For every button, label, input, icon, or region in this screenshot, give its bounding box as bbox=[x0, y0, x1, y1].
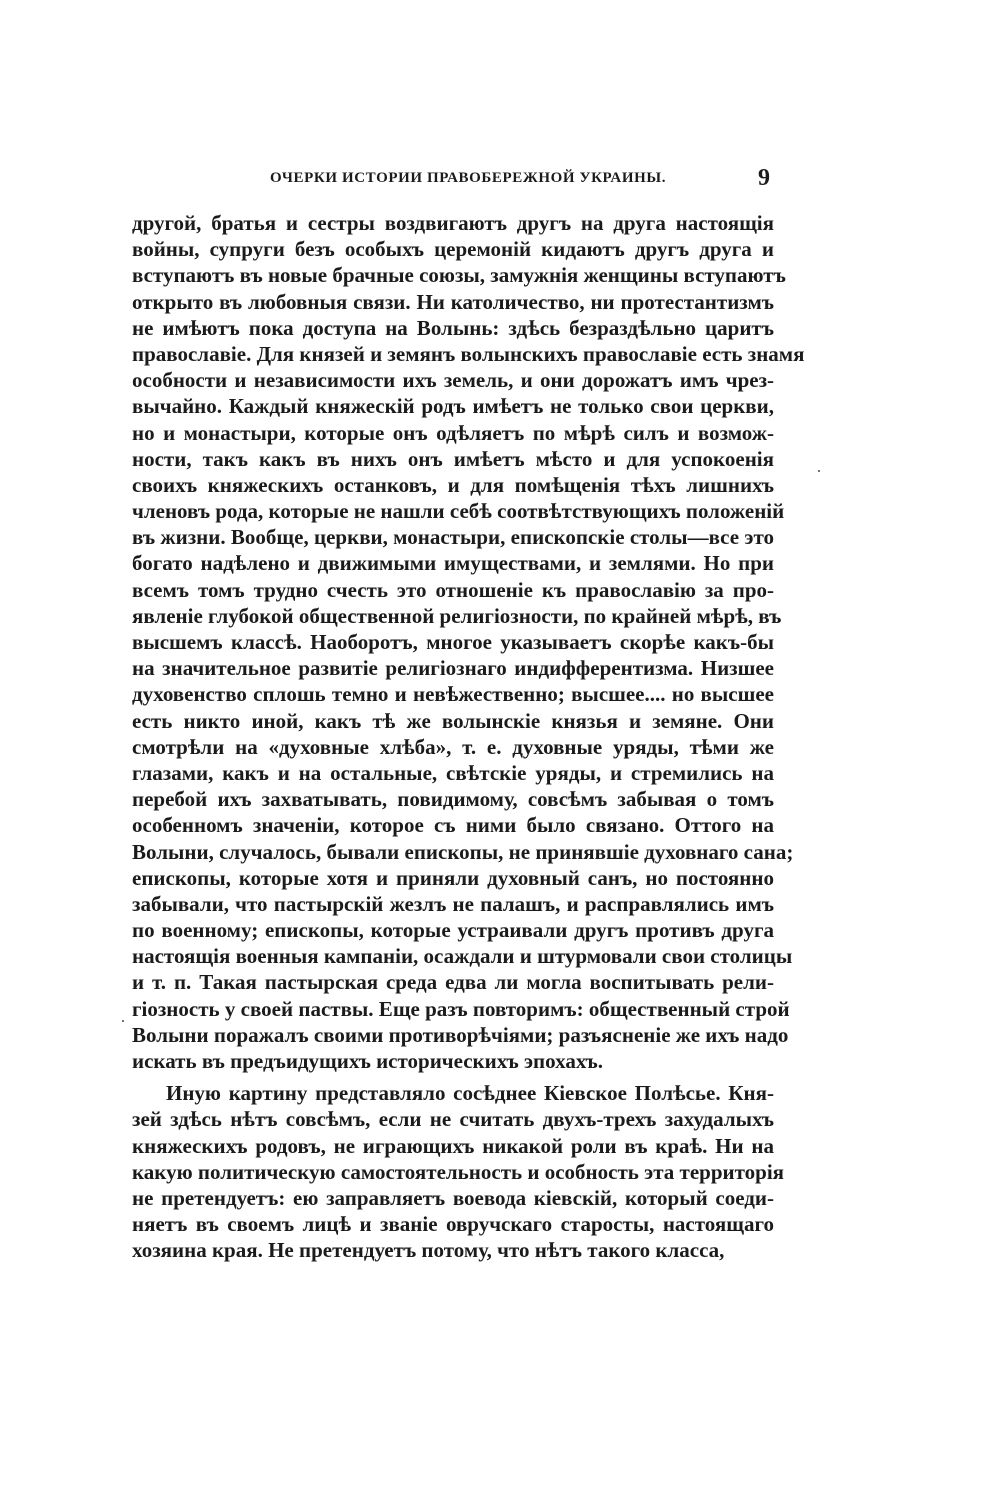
text-line: не имѣютъ пока доступа на Волынь: здѣсь безраздѣльно царитъ bbox=[132, 315, 774, 340]
page-number: 9 bbox=[758, 165, 770, 191]
text-line: хозяина края. Не претендуетъ потому, что нѣтъ такого класса, bbox=[132, 1238, 725, 1263]
text-line: княжескихъ родовъ, не играющихъ никакой роли въ краѣ. Ни на bbox=[132, 1133, 774, 1158]
text-line: другой, братья и сестры воздвигаютъ другъ на друга настоящія bbox=[132, 211, 774, 235]
text-line: не претендуетъ: ею заправляетъ воевода кіевскій, который соеди- bbox=[132, 1185, 774, 1210]
text-line: особенномъ значеніи, которое съ ними было связано. Оттого на bbox=[132, 813, 774, 838]
text-line: и т. п. Такая пастырская среда едва ли могла воспитывать рели- bbox=[132, 970, 774, 995]
text-line: въ жизни. Вообще, церкви, монастыри, епископскіе столы—все это bbox=[132, 525, 774, 550]
text-line: вступаютъ въ новые брачные союзы, замужнія женщины вступаютъ bbox=[132, 263, 786, 288]
ink-speck bbox=[818, 470, 820, 472]
text-line: искать въ предъидущихъ историческихъ эпохахъ. bbox=[132, 1049, 604, 1073]
text-line: войны, супруги безъ особыхъ церемоній кидаютъ другъ друга и bbox=[132, 237, 774, 262]
text-line: всемъ томъ трудно счесть это отношеніе къ православію за про- bbox=[132, 577, 774, 602]
text-line: забывали, что пастырскій жезлъ не палашъ, и расправлялись имъ bbox=[132, 891, 774, 916]
text-line: но и монастыри, которые онъ одѣляетъ по мѣрѣ силъ и возмож- bbox=[132, 420, 774, 445]
running-head: ОЧЕРКИ ИСТОРИИ ПРАВОБЕРЕЖНОЙ УКРАИНЫ. bbox=[270, 170, 667, 186]
text-line: смотрѣли на «духовные хлѣба», т. е. духовные уряды, тѣми же bbox=[132, 734, 774, 759]
text-line: есть никто иной, какъ тѣ же волынскіе князья и земяне. Они bbox=[132, 708, 774, 733]
text-line: открыто въ любовныя связи. Ни католичество, ни протестантизмъ bbox=[132, 289, 774, 314]
text-line: глазами, какъ и на остальные, свѣтскіе уряды, и стремились на bbox=[132, 760, 774, 785]
text-line: вычайно. Каждый княжескій родъ имѣетъ не только свои церкви, bbox=[132, 394, 774, 419]
text-line: зей здѣсь нѣтъ совсѣмъ, если не считать двухъ-трехъ захудалыхъ bbox=[132, 1107, 774, 1132]
text-line: православіе. Для князей и земянъ волынскихъ православіе есть знамя bbox=[132, 341, 805, 366]
text-line: гіозность у своей паствы. Еще разъ повторимъ: общественный строй bbox=[132, 996, 790, 1021]
text-line: на значительное развитіе религіознаго индифферентизма. Низшее bbox=[132, 656, 774, 681]
text-line: какую политическую самостоятельность и особность эта территорія bbox=[132, 1159, 785, 1184]
text-line: явленіе глубокой общественной религіозности, по крайней мѣрѣ, въ bbox=[132, 603, 782, 628]
text-line: ности, такъ какъ въ нихъ онъ имѣетъ мѣсто и для успокоенія bbox=[132, 446, 774, 471]
paragraph-1 bbox=[132, 210, 805, 1074]
text-line: высшемъ классѣ. Наоборотъ, многое указываетъ скорѣе какъ-бы bbox=[132, 630, 774, 654]
text-line: духовенство сплошь темно и невѣжественно; высшее.... но высшее bbox=[132, 682, 774, 707]
text-line: Волыни поражалъ своими противорѣчіями; разъясненіе же ихъ надо bbox=[132, 1022, 789, 1047]
text-line: членовъ рода, которые не нашли себѣ соотвѣтствующихъ положеній bbox=[132, 499, 785, 524]
body-text bbox=[132, 210, 805, 1264]
text-line: своихъ княжескихъ останковъ, и для помѣщенія тѣхъ лишнихъ bbox=[132, 472, 774, 497]
text-line: особности и независимости ихъ земель, и они дорожатъ имъ чрез- bbox=[132, 368, 774, 393]
ink-speck bbox=[122, 1020, 124, 1022]
text-line: епископы, которые хотя и приняли духовный санъ, но постоянно bbox=[132, 865, 774, 890]
text-line: перебой ихъ захватывать, повидимому, совсѣмъ забывая о томъ bbox=[132, 787, 774, 812]
paragraph-2 bbox=[132, 1080, 785, 1263]
text-line: няетъ въ своемъ лицѣ и званіе овручскаго старосты, настоящаго bbox=[132, 1212, 774, 1237]
text-line: настоящія военныя кампаніи, осаждали и штурмовали свои столицы bbox=[132, 944, 793, 969]
text-line: Иную картину представляло сосѣднее Кіевское Полѣсье. Кня- bbox=[166, 1081, 774, 1106]
text-line: богато надѣлено и движимыми имуществами, и землями. Но при bbox=[132, 551, 774, 576]
text-line: Волыни, случалось, бывали епископы, не принявшіе духовнаго сана; bbox=[132, 839, 794, 864]
text-line: по военному; епископы, которые устраивали другъ противъ друга bbox=[132, 918, 774, 943]
